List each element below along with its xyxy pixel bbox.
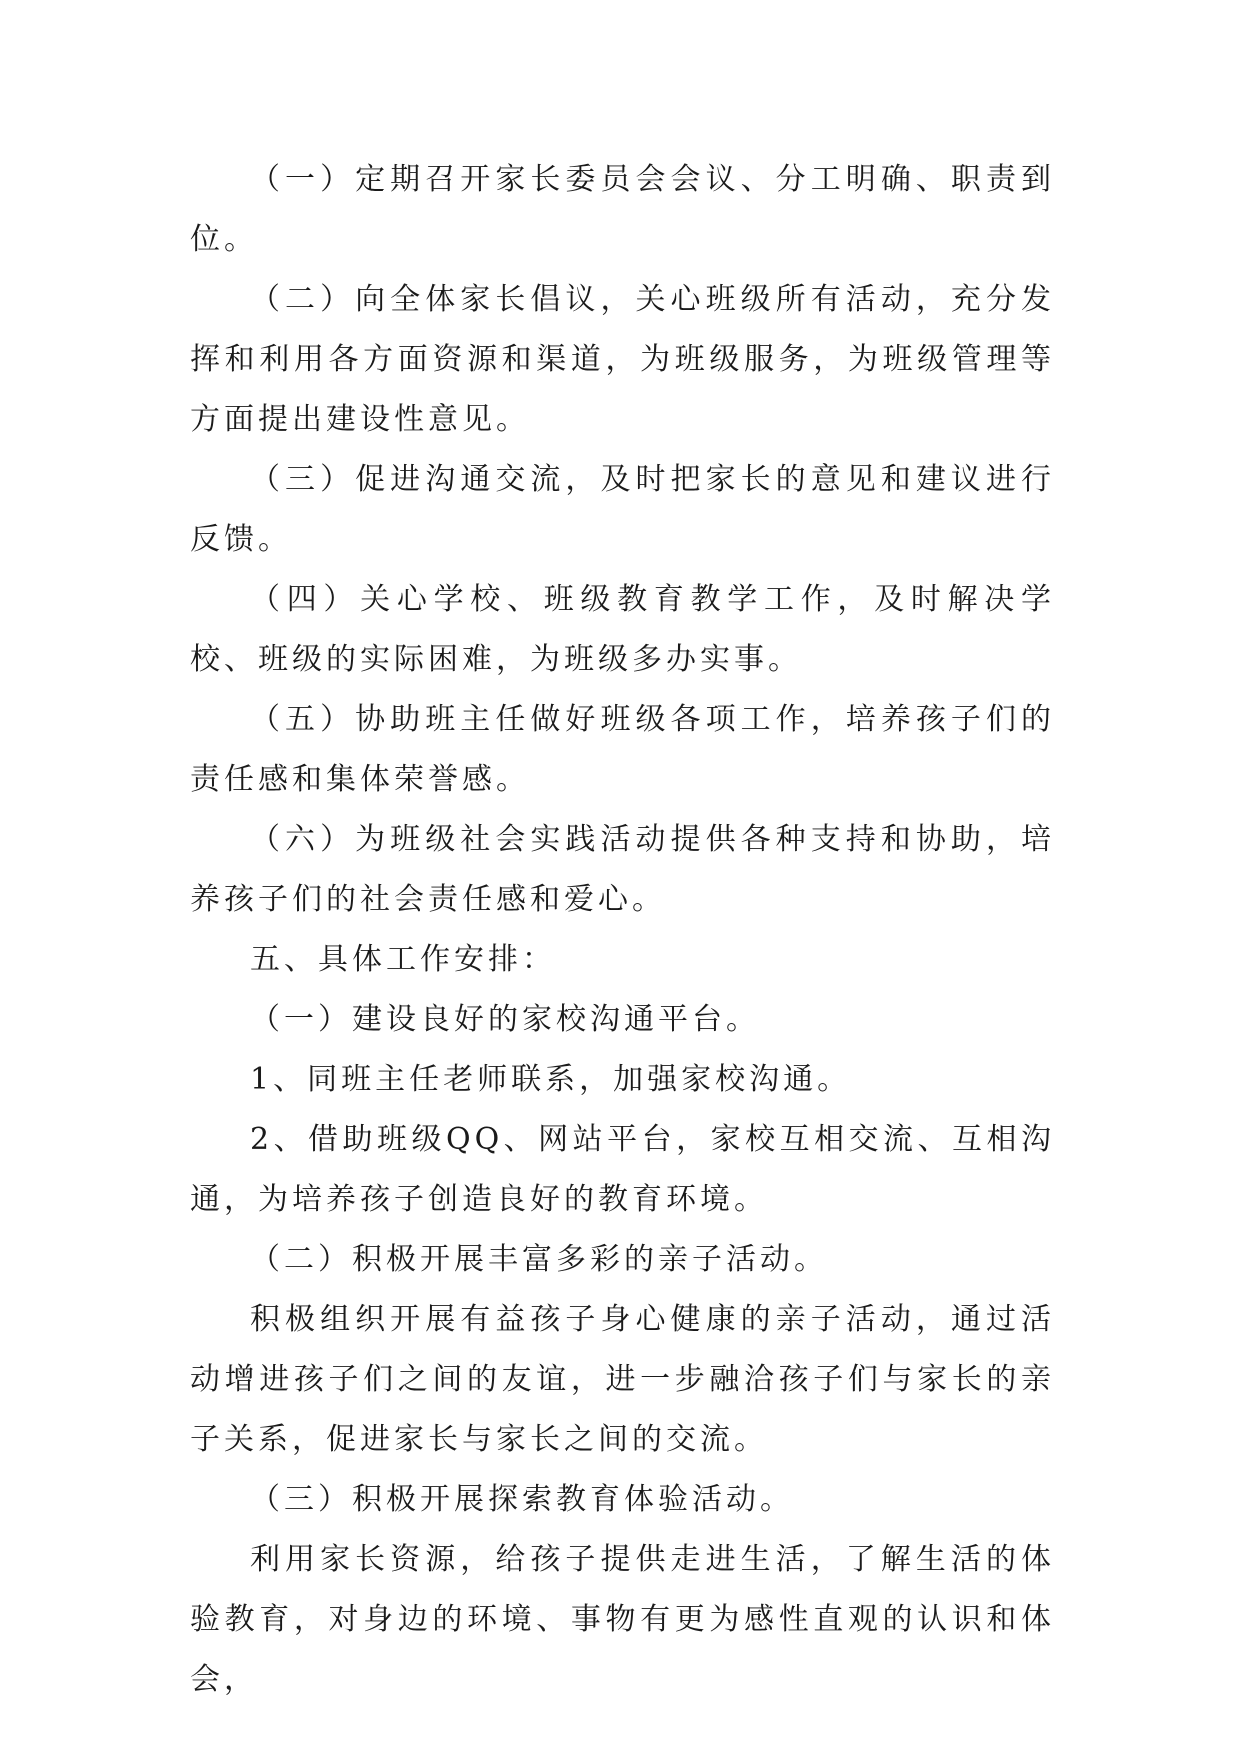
paragraph-5: （五）协助班主任做好班级各项工作，培养孩子们的责任感和集体荣誉感。 [190,702,1055,797]
paragraph-1: （一）定期召开家长委员会会议、分工明确、职责到位。 [190,162,1055,257]
document-body [190,150,1055,1710]
list-item-1: 1、同班主任老师联系，加强家校沟通。 [250,1062,852,1097]
paragraph-3: （三）促进沟通交流，及时把家长的意见和建议进行反馈。 [190,462,1055,557]
subsection-heading-3: （三）积极开展探索教育体验活动。 [250,1482,794,1517]
section-heading: 五、具体工作安排： [250,942,556,977]
paragraph-6: （六）为班级社会实践活动提供各种支持和协助，培养孩子们的社会责任感和爱心。 [190,822,1055,917]
paragraph-4: （四）关心学校、班级教育教学工作，及时解决学校、班级的实际困难，为班级多办实事。 [190,582,1055,677]
paragraph-2: （二）向全体家长倡议，关心班级所有活动，充分发挥和利用各方面资源和渠道，为班级服务，为班级管理等方面提出建设性意见。 [190,282,1055,437]
list-item-2: 2、借助班级QQ、网站平台，家校互相交流、互相沟通，为培养孩子创造良好的教育环境。 [190,1122,1055,1217]
subsection-heading-1: （一）建设良好的家校沟通平台。 [250,1002,760,1037]
paragraph-8: 利用家长资源，给孩子提供走进生活，了解生活的体验教育，对身边的环境、事物有更为感性直观的认识和体会， [190,1542,1055,1697]
paragraph-7: 积极组织开展有益孩子身心健康的亲子活动，通过活动增进孩子们之间的友谊，进一步融洽孩子们与家长的亲子关系，促进家长与家长之间的交流。 [190,1302,1055,1457]
subsection-heading-2: （二）积极开展丰富多彩的亲子活动。 [250,1242,828,1277]
